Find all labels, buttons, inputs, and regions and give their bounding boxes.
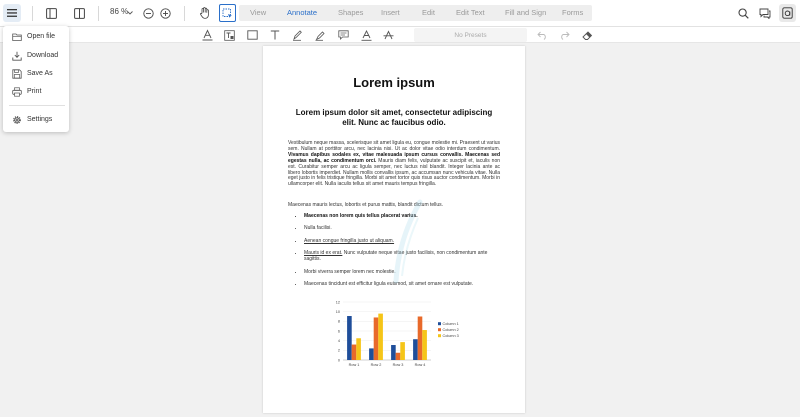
- list-item: [304, 239, 501, 245]
- paragraph-bold-text: Vivamus dapibus sodales ex, vitae malesuada ipsum cursus convallis. Maecenas sed egestas nulla, ac condimentum orci.: [288, 151, 500, 164]
- legend-swatch: [438, 328, 441, 331]
- chart-bar: [391, 345, 396, 360]
- tab-insert[interactable]: Insert: [381, 8, 400, 17]
- tab-forms[interactable]: Forms: [562, 8, 584, 17]
- chart-bar: [396, 353, 401, 360]
- pen-icon[interactable]: [290, 28, 304, 42]
- rectangle-icon[interactable]: [245, 28, 259, 42]
- tab-edit[interactable]: Edit: [422, 8, 435, 17]
- list-item: • Morbi viverra semper lorem nec molestie.: [304, 270, 501, 276]
- chart-bar: [347, 316, 352, 360]
- free-text-icon[interactable]: [222, 28, 236, 42]
- tab-view[interactable]: View: [250, 8, 267, 17]
- document-bullet-list: [296, 214, 501, 294]
- paragraph-text: Mauris diam felis, vulputate ac suscipit et, iaculis non est. Curabitur semper arcu ac ligula semper, nec luctus nisl blandit. Integer lacinia ante ac libero lobortis imperdiet. Nullam mollis convallis ipsum, ac accumsan nunc vehicula vitae. Nulla eget justo in felis tristique fringilla. Morbi sit amet tortor quis risus auctor condimentum. Morbi in ullamcorper elit. Nulla iaculis tellus sit amet mauris tempus fringilla.: [288, 157, 500, 188]
- legend-swatch: [438, 334, 441, 337]
- chevron-down-icon[interactable]: [126, 3, 134, 23]
- divider: [98, 6, 99, 21]
- menu-item-download[interactable]: [3, 48, 69, 64]
- list-item: • Maecenas tincidunt est efficitur ligula euismod, sit amet ornare est vulputate.: [304, 282, 501, 288]
- legend-label: Column 3: [442, 334, 459, 338]
- y-tick-label: 10: [335, 309, 340, 314]
- chart-bar: [418, 317, 423, 361]
- menu-item-label: Open file: [27, 33, 56, 40]
- menu-icon[interactable]: [3, 4, 21, 22]
- select-tool-icon[interactable]: [219, 4, 236, 22]
- tab-shapes[interactable]: Shapes: [338, 8, 364, 17]
- link-text[interactable]: Mauris id ex erat.: [304, 250, 343, 257]
- menu-item-save-as[interactable]: [3, 66, 69, 82]
- text-highlight-icon[interactable]: [200, 28, 214, 42]
- chart-bar: [352, 345, 357, 360]
- file-menu: [3, 26, 69, 132]
- menu-item-label: Download: [27, 52, 59, 59]
- document-page[interactable]: [263, 46, 525, 413]
- menu-item-print[interactable]: [3, 84, 69, 100]
- link-text[interactable]: Aenean congue fringilla justo ut aliquam.: [304, 237, 395, 244]
- y-tick-label: 2: [337, 348, 340, 353]
- page-layout-icon[interactable]: [72, 3, 86, 23]
- chart-bar: [374, 317, 379, 360]
- chart-bar: [400, 342, 405, 360]
- strikethrough-icon[interactable]: [381, 28, 395, 42]
- sidebar-toggle-icon[interactable]: [44, 3, 58, 23]
- menu-item-label: Settings: [27, 116, 53, 123]
- presets-dropdown[interactable]: [414, 28, 527, 42]
- chart-bar: [413, 339, 418, 360]
- chart-bar: [356, 338, 361, 360]
- x-tick-label: Row 3: [392, 363, 404, 367]
- pan-hand-icon[interactable]: [197, 3, 211, 23]
- divider: [32, 6, 33, 21]
- zoom-in-icon[interactable]: [159, 3, 171, 23]
- legend-label: Column 1: [442, 322, 459, 326]
- bar-chart: [328, 299, 473, 372]
- tab-fill-and-sign[interactable]: Fill and Sign: [505, 8, 547, 17]
- document-title: Lorem ipsum: [353, 75, 435, 90]
- tab-edit-text[interactable]: Edit Text: [456, 8, 485, 17]
- folder-open-icon: [12, 32, 22, 42]
- download-icon: [12, 51, 22, 61]
- highlighter-icon[interactable]: [313, 28, 327, 42]
- x-tick-label: Row 2: [370, 363, 382, 367]
- legend-label: Column 2: [442, 328, 459, 332]
- y-tick-label: 0: [337, 358, 340, 363]
- x-tick-label: Row 4: [414, 363, 426, 367]
- undo-icon[interactable]: [535, 28, 549, 42]
- chart-bar: [369, 348, 374, 360]
- chart-bar: [378, 314, 383, 360]
- zoom-out-icon[interactable]: [142, 3, 154, 23]
- gear-icon: [12, 115, 22, 125]
- document-paragraph: [288, 141, 500, 188]
- menu-divider: [9, 105, 65, 106]
- list-item: • Maecenas non lorem quis tellus placerat varius.: [304, 214, 501, 220]
- menu-item-label: Print: [27, 88, 42, 95]
- menu-item-settings[interactable]: [3, 112, 69, 128]
- y-tick-label: 4: [337, 338, 340, 343]
- presets-label: No Presets: [454, 31, 487, 39]
- annotation-toolbar: [0, 27, 800, 43]
- zoom-level[interactable]: 86 %: [110, 7, 129, 16]
- chart-bar: [422, 330, 427, 360]
- menu-item-label: Save As: [27, 70, 53, 77]
- menu-item-open-file[interactable]: [3, 29, 69, 45]
- eraser-icon[interactable]: [580, 28, 594, 42]
- list-item-text: Nunc vulputate neque vitae justo facilisis, non condimentum ante sagittis.: [304, 250, 488, 263]
- y-tick-label: 6: [337, 329, 340, 334]
- underline-icon[interactable]: [359, 28, 373, 42]
- save-icon: [12, 69, 22, 79]
- x-tick-label: Row 1: [348, 363, 360, 367]
- tab-annotate[interactable]: Annotate: [287, 8, 318, 17]
- search-icon[interactable]: [735, 5, 751, 21]
- top-toolbar: [0, 0, 800, 27]
- legend-swatch: [438, 322, 441, 325]
- document-subtitle: Lorem ipsum dolor sit amet, consectetur adipiscing elit. Nunc ac faucibus odio.: [295, 108, 493, 127]
- print-icon: [12, 87, 22, 97]
- y-tick-label: 12: [335, 300, 340, 305]
- y-tick-label: 8: [337, 319, 340, 324]
- redo-icon[interactable]: [557, 28, 571, 42]
- list-item: • Nulla facilisi.: [304, 226, 501, 232]
- comment-icon[interactable]: [336, 28, 350, 42]
- user-avatar-icon[interactable]: [779, 4, 796, 22]
- comments-icon[interactable]: [757, 5, 773, 21]
- paragraph-text: Vestibulum neque massa, scelerisque sit amet ligula eu, congue molestie mi. Praesent ut varius sem. Nullam at porttitor arcu, nec lacinia nisi. Ut ac dolor vitae odio interdum condimentum.: [288, 140, 500, 152]
- document-paragraph: Maecenas mauris lectus, lobortis et purus mattis, blandit dictum tellus.: [288, 202, 444, 208]
- divider: [184, 6, 185, 21]
- text-tool-icon[interactable]: [268, 28, 282, 42]
- list-item: [304, 251, 501, 263]
- mode-tabs: [239, 5, 592, 21]
